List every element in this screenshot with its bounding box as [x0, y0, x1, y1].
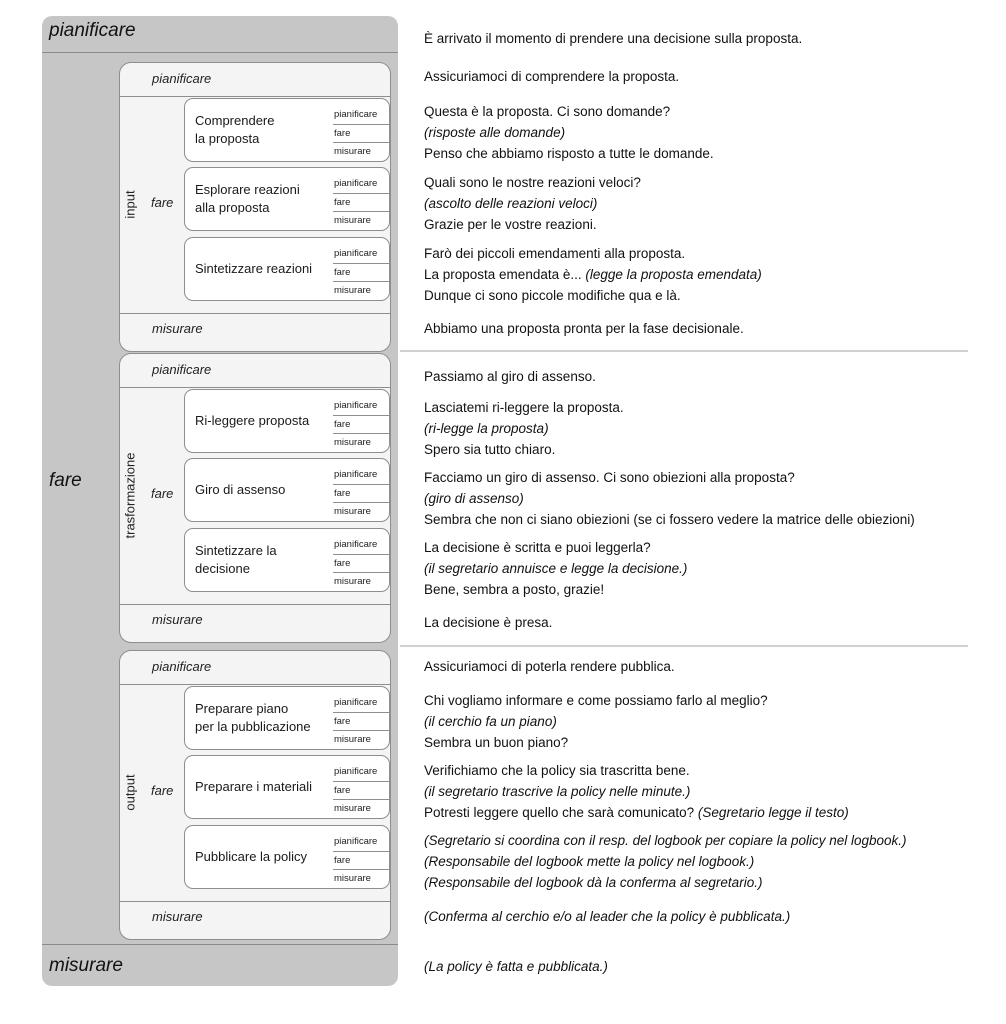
step-pfm-divider [333, 281, 389, 282]
step-pfm-do: fare [334, 488, 351, 499]
script-line [424, 418, 549, 439]
outer-divider-bottom [42, 944, 398, 945]
step-pfm-divider [333, 869, 389, 870]
script-line [424, 264, 762, 285]
script-action: (il segretario trascrive la policy nelle minute.) [424, 784, 691, 799]
step-pfm-divider [333, 433, 389, 434]
script-action: (ascolto delle reazioni veloci) [424, 196, 598, 211]
step-box [184, 389, 390, 453]
script-line [424, 612, 552, 633]
step-box [184, 98, 390, 162]
script-text: Assicuriamoci di poterla rendere pubblica. [424, 659, 675, 674]
step-pfm-plan: pianificare [334, 469, 378, 480]
script-text: Bene, sembra a posto, grazie! [424, 582, 605, 597]
step-pfm-divider [333, 415, 389, 416]
step-pfm-measure: misurare [334, 215, 371, 226]
step-pfm-measure: misurare [334, 146, 371, 157]
script-line [424, 28, 802, 49]
script-text: La proposta emendata è... [424, 267, 586, 282]
step-pfm-divider [333, 211, 389, 212]
step-box [184, 825, 390, 889]
script-line [424, 122, 565, 143]
step-pfm-measure: misurare [334, 803, 371, 814]
phase-name-text: output [122, 774, 138, 811]
script-text: Potresti leggere quello che sarà comunicato? [424, 805, 698, 820]
step-pfm-divider [333, 572, 389, 573]
step-pfm-do: fare [334, 558, 351, 569]
phase-box-output [119, 650, 391, 940]
script-line [424, 101, 670, 122]
script-text: Abbiamo una proposta pronta per la fase decisionale. [424, 321, 744, 336]
step-pfm-divider [333, 554, 389, 555]
step-label: Pubblicare la policy [195, 849, 308, 864]
script-line [424, 690, 768, 711]
script-line [424, 366, 596, 387]
script-line [424, 579, 604, 600]
script-text: Lasciatemi ri-leggere la proposta. [424, 400, 624, 415]
phase-divider-top [120, 387, 390, 388]
step-pfm-measure: misurare [334, 576, 371, 587]
step-pfm-plan: pianificare [334, 697, 378, 708]
step-pfm-plan: pianificare [334, 766, 378, 777]
step-pfm-divider [333, 124, 389, 125]
script-text: Penso che abbiamo risposto a tutte le domande. [424, 146, 714, 161]
phase-plan-label: pianificare [152, 71, 212, 86]
script-text: Dunque ci sono piccole modifiche qua e là. [424, 288, 681, 303]
step-pfm-divider [333, 799, 389, 800]
phase-measure-label: misurare [152, 321, 203, 336]
step-label: Giro di assenso [195, 482, 286, 497]
phase-divider-top [120, 96, 390, 97]
phase-measure-label: misurare [152, 909, 203, 924]
step-box [184, 755, 390, 819]
script-line [424, 143, 714, 164]
phase-name-trasformazione [123, 387, 137, 604]
phase-name-text: trasformazione [122, 452, 138, 539]
step-box [184, 237, 390, 301]
phase-name-text: input [122, 190, 138, 219]
script-action: (il segretario annuisce e legge la decisione.) [424, 561, 688, 576]
script-line [424, 802, 849, 823]
script-line [424, 851, 754, 872]
script-line [424, 558, 687, 579]
script-text: Farò dei piccoli emendamenti alla proposta. [424, 246, 686, 261]
phase-separator [400, 350, 968, 352]
script-line [424, 488, 524, 509]
step-pfm-divider [333, 193, 389, 194]
script-line [424, 830, 907, 851]
script-action: (risposte alle domande) [424, 125, 566, 140]
script-action: (Segretario legge il testo) [697, 805, 849, 820]
step-pfm-measure: misurare [334, 734, 371, 745]
script-line [424, 781, 690, 802]
script-text: Questa è la proposta. Ci sono domande? [424, 104, 671, 119]
script-line [424, 537, 651, 558]
step-pfm-measure: misurare [334, 873, 371, 884]
script-line [424, 467, 795, 488]
script-line [424, 509, 915, 530]
step-pfm-do: fare [334, 197, 351, 208]
script-line [424, 906, 790, 927]
script-action: (Responsabile del logbook mette la policy nel logbook.) [424, 854, 755, 869]
script-line [424, 439, 555, 460]
step-box [184, 528, 390, 592]
step-label: Sintetizzare la decisione [195, 543, 277, 576]
script-action: (Segretario si coordina con il resp. del logbook per copiare la policy nel logbook.) [424, 833, 907, 848]
script-action: (legge la proposta emendata) [585, 267, 762, 282]
phase-box-trasformazione [119, 353, 391, 643]
phase-divider-top [120, 684, 390, 685]
outer-measure-label: misurare [49, 955, 123, 976]
script-action: (giro di assenso) [424, 491, 524, 506]
phase-separator [400, 645, 968, 647]
script-line [424, 760, 690, 781]
script-text: Passiamo al giro di assenso. [424, 369, 596, 384]
script-text: Sembra che non ci siano obiezioni (se ci fossero vedere la matrice delle obiezioni) [424, 512, 915, 527]
script-action: (Conferma al cerchio e/o al leader che la policy è pubblicata.) [424, 909, 791, 924]
step-pfm-do: fare [334, 128, 351, 139]
phase-divider-bottom [120, 604, 390, 605]
phase-box-input [119, 62, 391, 352]
phase-divider-bottom [120, 901, 390, 902]
step-pfm-measure: misurare [334, 506, 371, 517]
script-line [424, 956, 608, 977]
script-text: La decisione è presa. [424, 615, 553, 630]
phase-plan-label: pianificare [152, 362, 212, 377]
script-text: Facciamo un giro di assenso. Ci sono obiezioni alla proposta? [424, 470, 795, 485]
step-label: Comprendere la proposta [195, 113, 275, 146]
script-line [424, 243, 685, 264]
step-pfm-divider [333, 263, 389, 264]
outer-do-label: fare [49, 470, 82, 491]
step-pfm-divider [333, 142, 389, 143]
script-text: Chi vogliamo informare e come possiamo farlo al meglio? [424, 693, 768, 708]
step-pfm-do: fare [334, 855, 351, 866]
script-line [424, 318, 744, 339]
script-line [424, 711, 557, 732]
phase-measure-label: misurare [152, 612, 203, 627]
step-pfm-do: fare [334, 267, 351, 278]
step-label: Ri-leggere proposta [195, 413, 310, 428]
script-text: La decisione è scritta e puoi leggerla? [424, 540, 651, 555]
script-line [424, 193, 597, 214]
phase-do-label: fare [151, 486, 174, 501]
script-text: Assicuriamoci di comprendere la proposta. [424, 69, 680, 84]
step-pfm-do: fare [334, 716, 351, 727]
script-text: Verifichiamo che la policy sia trascritta bene. [424, 763, 690, 778]
outer-divider-top [42, 52, 398, 53]
script-action: (Responsabile del logbook dà la conferma al segretario.) [424, 875, 763, 890]
phase-do-label: fare [151, 783, 174, 798]
script-line [424, 172, 641, 193]
step-pfm-measure: misurare [334, 285, 371, 296]
step-pfm-divider [333, 781, 389, 782]
phase-name-output [123, 684, 137, 901]
script-action: (La policy è fatta e pubblicata.) [424, 959, 608, 974]
script-text: Grazie per le vostre reazioni. [424, 217, 597, 232]
script-line [424, 732, 568, 753]
step-pfm-plan: pianificare [334, 539, 378, 550]
step-pfm-do: fare [334, 419, 351, 430]
step-pfm-divider [333, 730, 389, 731]
step-pfm-divider [333, 502, 389, 503]
step-label: Preparare piano per la pubblicazione [195, 701, 311, 734]
script-text: Quali sono le nostre reazioni veloci? [424, 175, 641, 190]
step-label: Sintetizzare reazioni [195, 261, 313, 276]
step-pfm-divider [333, 484, 389, 485]
step-pfm-do: fare [334, 785, 351, 796]
step-box [184, 458, 390, 522]
step-pfm-divider [333, 851, 389, 852]
script-line [424, 656, 675, 677]
script-action: (il cerchio fa un piano) [424, 714, 557, 729]
phase-name-input [123, 96, 137, 313]
script-text: È arrivato il momento di prendere una decisione sulla proposta. [424, 31, 803, 46]
step-label: Esplorare reazioni alla proposta [195, 182, 300, 215]
phase-divider-bottom [120, 313, 390, 314]
script-line [424, 397, 624, 418]
step-box [184, 686, 390, 750]
script-line [424, 285, 681, 306]
script-action: (ri-legge la proposta) [424, 421, 549, 436]
step-label: Preparare i materiali [195, 779, 313, 794]
step-pfm-measure: misurare [334, 437, 371, 448]
step-pfm-plan: pianificare [334, 109, 378, 120]
step-pfm-plan: pianificare [334, 248, 378, 259]
phase-do-label: fare [151, 195, 174, 210]
step-pfm-divider [333, 712, 389, 713]
script-text: Spero sia tutto chiaro. [424, 442, 556, 457]
step-pfm-plan: pianificare [334, 178, 378, 189]
script-line [424, 872, 762, 893]
script-line [424, 66, 679, 87]
outer-plan-label: pianificare [49, 20, 136, 41]
step-pfm-plan: pianificare [334, 400, 378, 411]
phase-plan-label: pianificare [152, 659, 212, 674]
step-box [184, 167, 390, 231]
script-line [424, 214, 597, 235]
script-text: Sembra un buon piano? [424, 735, 569, 750]
step-pfm-plan: pianificare [334, 836, 378, 847]
